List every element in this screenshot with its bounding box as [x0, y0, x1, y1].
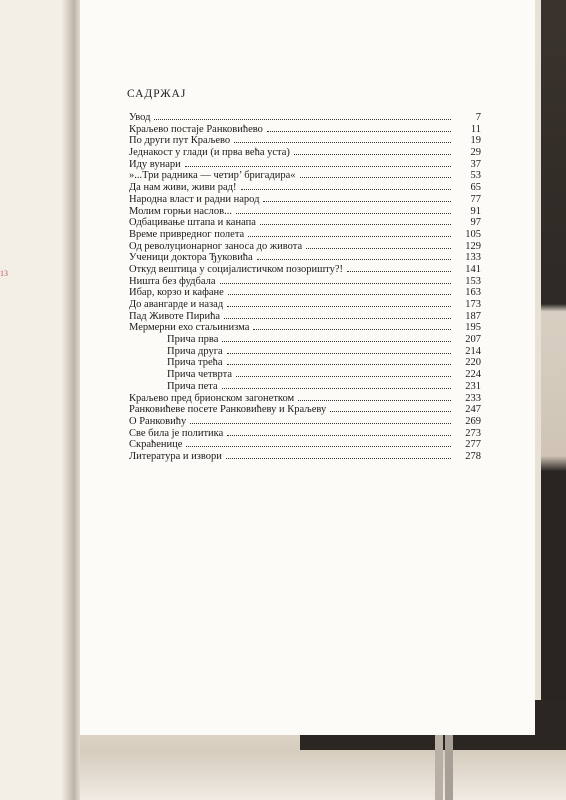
toc-entry-title: Прича трећа [167, 357, 223, 369]
toc-entry-page: 141 [465, 263, 481, 275]
toc-entry [129, 369, 481, 381]
toc-leader-dots [227, 435, 451, 436]
toc-leader-dots [330, 411, 451, 412]
toc-heading: САДРЖАЈ [127, 88, 187, 100]
toc-entry [129, 159, 481, 171]
toc-entry-page: 91 [470, 205, 481, 217]
toc-entry [129, 194, 481, 206]
toc-entry-page: 97 [470, 217, 481, 229]
toc-entry [129, 334, 481, 346]
toc-entry [129, 124, 481, 136]
toc-entry-title: До авангарде и назад [129, 299, 224, 310]
toc-entry-page: 77 [470, 193, 481, 205]
toc-leader-dots [267, 131, 451, 132]
toc-leader-dots [186, 446, 451, 447]
toc-entry [129, 439, 481, 451]
toc-entry [129, 217, 481, 229]
toc-list [129, 112, 481, 463]
toc-entry-page: 220 [465, 357, 481, 369]
left-page-fragment: 13 [0, 269, 8, 278]
toc-leader-dots [222, 341, 451, 342]
toc-entry-page: 224 [465, 369, 481, 381]
toc-leader-dots [306, 248, 451, 249]
toc-entry-page: 269 [465, 415, 481, 427]
toc-leader-dots [241, 189, 451, 190]
toc-entry-title: Прича прва [167, 334, 219, 346]
toc-entry [129, 264, 481, 276]
toc-entry [129, 229, 481, 241]
toc-entry-title: Молим горњи наслов... [129, 205, 232, 217]
toc-entry-title: Краљево постаје Ранковићево [129, 123, 263, 135]
toc-leader-dots [224, 318, 451, 319]
toc-entry-page: 11 [470, 123, 481, 135]
toc-entry-page: 187 [465, 310, 481, 322]
toc-entry [129, 276, 481, 288]
toc-entry-title: Једнакост у глади (и прва већа уста) [129, 147, 290, 159]
toc-entry-page: 37 [470, 158, 481, 170]
toc-entry-page: 278 [465, 450, 481, 462]
toc-entry-title: Скраћенице [129, 439, 183, 451]
cover-edge [541, 0, 566, 760]
toc-entry-page: 29 [470, 147, 481, 159]
toc-leader-dots [298, 400, 451, 401]
toc-entry-title: Ранковићеве посете Ранковићеву и Краљеву [129, 404, 327, 416]
toc-entry [129, 322, 481, 334]
toc-entry-title: Прича друга [167, 345, 223, 357]
toc-entry-page: 214 [465, 345, 481, 357]
toc-entry [129, 135, 481, 147]
toc-leader-dots [248, 236, 451, 237]
toc-leader-dots [154, 119, 451, 120]
toc-leader-dots [263, 201, 451, 202]
toc-entry-title: Ибар, корзо и кафане [129, 287, 224, 299]
toc-entry-page: 105 [465, 228, 481, 240]
book-binding [60, 0, 80, 800]
toc-entry [129, 287, 481, 299]
toc-entry [129, 381, 481, 393]
toc-entry [129, 182, 481, 194]
toc-entry-page: 277 [465, 439, 481, 451]
toc-entry [129, 428, 481, 440]
toc-entry-page: 163 [465, 287, 481, 299]
toc-leader-dots [236, 213, 451, 214]
toc-leader-dots [236, 376, 451, 377]
toc-entry-title: Народна власт и радни народ [129, 193, 260, 205]
toc-leader-dots [222, 388, 451, 389]
toc-entry-page: 273 [465, 427, 481, 439]
toc-entry-title: Откуд вештица у социјалистичком позоришту?! [129, 263, 344, 275]
toc-leader-dots [347, 271, 451, 272]
toc-entry-page: 233 [465, 392, 481, 404]
toc-entry [129, 170, 481, 182]
toc-entry [129, 311, 481, 323]
toc-entry-title: Ученици доктора Ђуковића [129, 252, 253, 264]
toc-entry-title: Прича четврта [167, 369, 232, 381]
toc-leader-dots [226, 458, 451, 459]
toc-entry-title: Да нам живи, живи рад! [129, 182, 237, 194]
toc-entry-page: 207 [465, 334, 481, 346]
toc-leader-dots [185, 166, 451, 167]
toc-entry-title: Иду вунари [129, 158, 181, 170]
toc-entry [129, 252, 481, 264]
toc-entry-page: 153 [465, 275, 481, 287]
toc-entry [129, 393, 481, 405]
toc-entry-page: 133 [465, 252, 481, 264]
toc-leader-dots [253, 329, 451, 330]
toc-entry-page: 247 [465, 404, 481, 416]
toc-leader-dots [220, 283, 451, 284]
toc-entry [129, 112, 481, 124]
bookmark-ribbon [445, 735, 453, 800]
toc-entry-page: 231 [465, 380, 481, 392]
bookmark-ribbon [435, 735, 443, 800]
toc-entry-page: 173 [465, 299, 481, 310]
toc-leader-dots [190, 423, 451, 424]
toc-entry-title: Време привредног полета [129, 228, 245, 240]
toc-entry-title: Литература и извори [129, 450, 222, 462]
toc-entry-title: О Ранковићу [129, 415, 187, 427]
toc-leader-dots [227, 353, 451, 354]
toc-entry [129, 241, 481, 253]
toc-entry [129, 451, 481, 463]
toc-leader-dots [260, 224, 451, 225]
toc-entry [129, 357, 481, 369]
toc-leader-dots [227, 306, 451, 307]
toc-entry [129, 299, 481, 311]
toc-entry-title: Од револуционарног заноса до живота [129, 240, 303, 252]
toc-entry [129, 147, 481, 159]
toc-entry [129, 346, 481, 358]
toc-entry-title: Пад Животе Пирића [129, 310, 221, 322]
toc-entry-title: Мермерни ехо стаљинизма [129, 322, 250, 334]
toc-entry-page: 7 [475, 112, 481, 123]
toc-entry-title: Краљево пред брионском загонетком [129, 392, 295, 404]
toc-leader-dots [300, 177, 451, 178]
toc-leader-dots [257, 259, 451, 260]
toc-entry-title: Одбацивање штапа и канапа [129, 217, 256, 229]
toc-entry [129, 404, 481, 416]
toc-leader-dots [228, 294, 451, 295]
toc-entry-title: Све била је политика [129, 427, 224, 439]
toc-entry-page: 53 [470, 170, 481, 182]
toc-leader-dots [294, 154, 451, 155]
toc-entry-title: Прича пета [167, 380, 218, 392]
toc-entry-page: 195 [465, 322, 481, 334]
toc-entry-title: По други пут Краљево [129, 135, 231, 147]
toc-entry-page: 19 [470, 135, 481, 147]
toc-entry-page: 129 [465, 240, 481, 252]
toc-leader-dots [234, 142, 451, 143]
toc-entry [129, 416, 481, 428]
toc-entry-title: Увод [129, 112, 151, 123]
toc-entry-page: 65 [470, 182, 481, 194]
toc-entry-title: »...Три радника — четир’ бригадира« [129, 170, 296, 182]
toc-leader-dots [227, 364, 451, 365]
toc-entry [129, 206, 481, 218]
toc-entry-title: Ништа без фудбала [129, 275, 216, 287]
